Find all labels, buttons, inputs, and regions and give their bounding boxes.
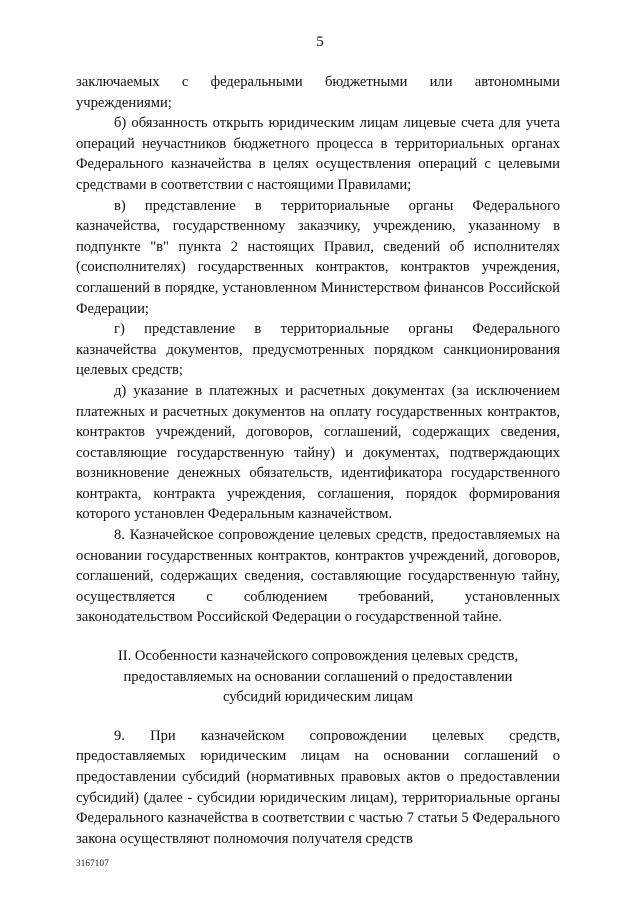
document-code: 3167107 <box>76 858 109 868</box>
section-heading-line: субсидий юридическим лицам <box>222 689 414 706</box>
paragraph-item-v: в) представление в территориальные органы Федерального казначейства, государственному заказчику, учреждению, указанному в подпункте "в" пункта 2 настоящих Правил, сведений об исполнителях (соисполнителях) государственных контрактов, контрактов учреждения, соглашений в порядке, установленном Министерством финансов Российской Федерации; <box>76 197 560 317</box>
section-heading-line: II. Особенности казначейского сопровождения целевых средств, <box>117 648 519 665</box>
paragraph-item-g: г) представление в территориальные органы Федерального казначейства документов, предусмотренных порядком санкционирования целевых средств; <box>76 321 560 379</box>
paragraph-item-b: б) обязанность открыть юридическим лицам лицевые счета для учета операций неучастников бюджетного процесса в территориальных органах Федерального казначейства в целях осуществления операций с целевыми средствами в соответствии с настоящими Правилами; <box>76 115 560 193</box>
paragraph-item-d: д) указание в платежных и расчетных документах (за исключением платежных и расчетных документов на оплату государственных контрактов, контрактов учреждений, договоров, соглашений, содержащих сведения, составляющие государственную тайну) и документах, подтверждающих возникновение денежных обязательств, идентификатора государственного контракта, контракта учреждения, соглашения, порядок формирования которого установлен Федеральным казначейством. <box>76 382 560 523</box>
section-heading <box>76 646 560 708</box>
page-number: 5 <box>316 34 324 50</box>
paragraph-point-8: 8. Казначейское сопровождение целевых средств, предоставляемых на основании государственных контрактов, контрактов учреждений, договоров, соглашений, содержащих сведения, составляющие государственную тайну, осуществляется с соблюдением требований, установленных законодательством Российской Федерации о государственной тайне. <box>76 527 560 626</box>
document-body <box>76 72 560 849</box>
paragraph-continuation: заключаемых с федеральными бюджетными или автономными учреждениями; <box>76 74 560 111</box>
section-heading-line: предоставляемых на основании соглашений о предоставлении <box>123 668 513 685</box>
paragraph-point-9: 9. При казначейском сопровождении целевых средств, предоставляемых юридическим лицам на основании соглашений о предоставлении субсидий (нормативных правовых актов о предоставлении субсидий) (далее - субсидии юридическим лицам), территориальные органы Федерального казначейства в соответствии с частью 7 статьи 5 Федерального закона осуществляют полномочия получателя средств <box>76 727 560 847</box>
